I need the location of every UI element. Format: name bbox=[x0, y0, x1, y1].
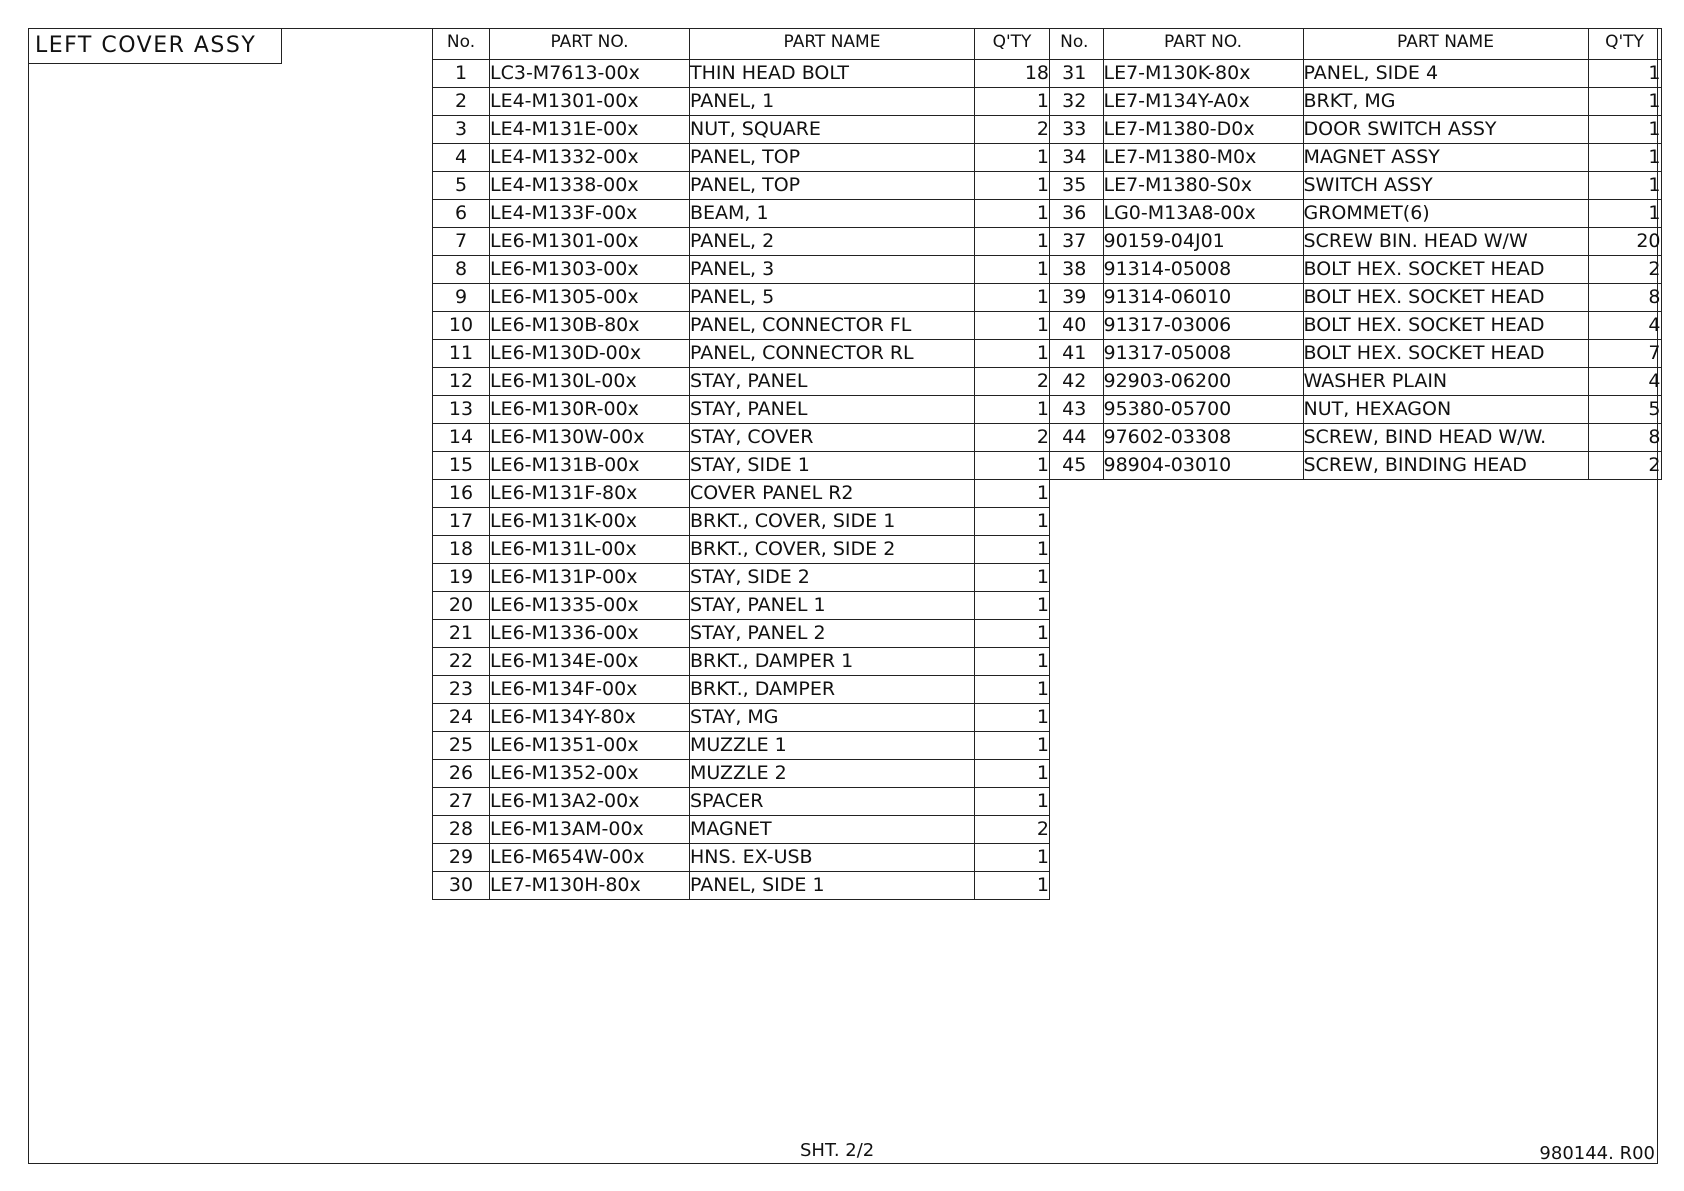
item-number: 14 bbox=[433, 424, 490, 452]
part-name: STAY, MG bbox=[690, 704, 975, 732]
item-number: 26 bbox=[433, 760, 490, 788]
item-number: 4 bbox=[433, 144, 490, 172]
table-row bbox=[1046, 88, 1661, 116]
item-number: 13 bbox=[433, 396, 490, 424]
part-name: SCREW, BINDING HEAD bbox=[1303, 452, 1588, 480]
table-row bbox=[433, 172, 1050, 200]
part-name: BEAM, 1 bbox=[690, 200, 975, 228]
parts-table-left bbox=[432, 28, 1050, 900]
table-row bbox=[1046, 172, 1661, 200]
table-row bbox=[1046, 256, 1661, 284]
part-number: LE4-M133F-00x bbox=[490, 200, 690, 228]
table-row bbox=[433, 872, 1050, 900]
table-row bbox=[433, 564, 1050, 592]
part-name: NUT, SQUARE bbox=[690, 116, 975, 144]
part-number: LE6-M130L-00x bbox=[490, 368, 690, 396]
quantity: 1 bbox=[975, 228, 1050, 256]
table-row bbox=[433, 536, 1050, 564]
quantity: 1 bbox=[975, 620, 1050, 648]
item-number: 45 bbox=[1046, 452, 1103, 480]
item-number: 41 bbox=[1046, 340, 1103, 368]
item-number: 31 bbox=[1046, 60, 1103, 88]
quantity: 2 bbox=[975, 116, 1050, 144]
part-name: PANEL, CONNECTOR FL bbox=[690, 312, 975, 340]
part-name: PANEL, CONNECTOR RL bbox=[690, 340, 975, 368]
quantity: 1 bbox=[1588, 60, 1661, 88]
part-name: STAY, PANEL bbox=[690, 368, 975, 396]
table-row bbox=[433, 816, 1050, 844]
item-number: 10 bbox=[433, 312, 490, 340]
part-number: LE6-M134E-00x bbox=[490, 648, 690, 676]
quantity: 4 bbox=[1588, 312, 1661, 340]
table-row bbox=[1046, 340, 1661, 368]
item-number: 15 bbox=[433, 452, 490, 480]
item-number: 9 bbox=[433, 284, 490, 312]
quantity: 1 bbox=[1588, 88, 1661, 116]
part-number: LE6-M1305-00x bbox=[490, 284, 690, 312]
quantity: 2 bbox=[975, 424, 1050, 452]
quantity: 1 bbox=[975, 452, 1050, 480]
part-name: STAY, PANEL 1 bbox=[690, 592, 975, 620]
table-row bbox=[433, 144, 1050, 172]
part-name: MUZZLE 1 bbox=[690, 732, 975, 760]
table-row bbox=[433, 424, 1050, 452]
part-number: 91317-03006 bbox=[1103, 312, 1303, 340]
quantity: 8 bbox=[1588, 284, 1661, 312]
table-row bbox=[433, 620, 1050, 648]
part-number: 90159-04J01 bbox=[1103, 228, 1303, 256]
part-number: LE7-M134Y-A0x bbox=[1103, 88, 1303, 116]
quantity: 1 bbox=[975, 508, 1050, 536]
part-number: LE6-M1352-00x bbox=[490, 760, 690, 788]
item-number: 38 bbox=[1046, 256, 1103, 284]
item-number: 39 bbox=[1046, 284, 1103, 312]
header-qty: Q'TY bbox=[975, 29, 1050, 56]
part-name: STAY, COVER bbox=[690, 424, 975, 452]
item-number: 37 bbox=[1046, 228, 1103, 256]
quantity: 1 bbox=[975, 396, 1050, 424]
quantity: 1 bbox=[975, 788, 1050, 816]
table-row bbox=[1046, 116, 1661, 144]
part-number: LE6-M130R-00x bbox=[490, 396, 690, 424]
part-name: MUZZLE 2 bbox=[690, 760, 975, 788]
item-number: 33 bbox=[1046, 116, 1103, 144]
item-number: 23 bbox=[433, 676, 490, 704]
table-row bbox=[433, 60, 1050, 88]
quantity: 1 bbox=[975, 480, 1050, 508]
item-number: 34 bbox=[1046, 144, 1103, 172]
item-number: 22 bbox=[433, 648, 490, 676]
quantity: 1 bbox=[1588, 116, 1661, 144]
table-row bbox=[1046, 368, 1661, 396]
table-row bbox=[433, 116, 1050, 144]
part-name: PANEL, 1 bbox=[690, 88, 975, 116]
table-row bbox=[433, 452, 1050, 480]
quantity: 1 bbox=[975, 704, 1050, 732]
item-number: 42 bbox=[1046, 368, 1103, 396]
part-number: 97602-03308 bbox=[1103, 424, 1303, 452]
part-name: BRKT, MG bbox=[1303, 88, 1588, 116]
part-number: LE6-M13A2-00x bbox=[490, 788, 690, 816]
item-number: 40 bbox=[1046, 312, 1103, 340]
header-no: No. bbox=[1046, 29, 1103, 56]
header-part-name: PART NAME bbox=[1303, 29, 1588, 56]
item-number: 11 bbox=[433, 340, 490, 368]
part-number: LE4-M1332-00x bbox=[490, 144, 690, 172]
part-number: LE6-M131B-00x bbox=[490, 452, 690, 480]
item-number: 5 bbox=[433, 172, 490, 200]
quantity: 1 bbox=[975, 844, 1050, 872]
quantity: 8 bbox=[1588, 424, 1661, 452]
part-number: LE4-M1301-00x bbox=[490, 88, 690, 116]
part-number: 98904-03010 bbox=[1103, 452, 1303, 480]
part-number: LE4-M131E-00x bbox=[490, 116, 690, 144]
quantity: 1 bbox=[975, 760, 1050, 788]
quantity: 1 bbox=[975, 312, 1050, 340]
header-part-no: PART NO. bbox=[1103, 29, 1303, 56]
table-row bbox=[433, 396, 1050, 424]
header-no: No. bbox=[433, 29, 490, 56]
part-number: LE6-M131F-80x bbox=[490, 480, 690, 508]
table-row bbox=[1046, 396, 1661, 424]
part-name: PANEL, 5 bbox=[690, 284, 975, 312]
part-number: LE6-M131K-00x bbox=[490, 508, 690, 536]
part-name: BRKT., DAMPER bbox=[690, 676, 975, 704]
part-number: LE6-M134F-00x bbox=[490, 676, 690, 704]
part-name: BOLT HEX. SOCKET HEAD bbox=[1303, 284, 1588, 312]
quantity: 2 bbox=[1588, 256, 1661, 284]
page-title: LEFT COVER ASSY bbox=[28, 28, 282, 64]
quantity: 1 bbox=[975, 872, 1050, 900]
item-number: 8 bbox=[433, 256, 490, 284]
item-number: 44 bbox=[1046, 424, 1103, 452]
item-number: 2 bbox=[433, 88, 490, 116]
table-row bbox=[1046, 228, 1661, 256]
table-row bbox=[1046, 200, 1661, 228]
header-qty: Q'TY bbox=[1588, 29, 1661, 56]
item-number: 28 bbox=[433, 816, 490, 844]
table-row bbox=[433, 648, 1050, 676]
part-name: DOOR SWITCH ASSY bbox=[1303, 116, 1588, 144]
table-row bbox=[433, 88, 1050, 116]
item-number: 24 bbox=[433, 704, 490, 732]
part-number: LE7-M1380-D0x bbox=[1103, 116, 1303, 144]
part-number: 92903-06200 bbox=[1103, 368, 1303, 396]
part-number: 91314-06010 bbox=[1103, 284, 1303, 312]
item-number: 18 bbox=[433, 536, 490, 564]
quantity: 1 bbox=[975, 256, 1050, 284]
part-name: BRKT., COVER, SIDE 2 bbox=[690, 536, 975, 564]
table-row bbox=[433, 844, 1050, 872]
quantity: 4 bbox=[1588, 368, 1661, 396]
table-row bbox=[433, 788, 1050, 816]
item-number: 25 bbox=[433, 732, 490, 760]
part-name: COVER PANEL R2 bbox=[690, 480, 975, 508]
part-name: STAY, PANEL 2 bbox=[690, 620, 975, 648]
item-number: 43 bbox=[1046, 396, 1103, 424]
part-name: SCREW, BIND HEAD W/W. bbox=[1303, 424, 1588, 452]
quantity: 18 bbox=[975, 60, 1050, 88]
table-row bbox=[1046, 60, 1661, 88]
table-row bbox=[1046, 424, 1661, 452]
part-name: STAY, SIDE 1 bbox=[690, 452, 975, 480]
part-number: LE6-M1336-00x bbox=[490, 620, 690, 648]
quantity: 1 bbox=[975, 592, 1050, 620]
part-name: PANEL, TOP bbox=[690, 172, 975, 200]
quantity: 1 bbox=[975, 284, 1050, 312]
item-number: 7 bbox=[433, 228, 490, 256]
part-number: LE6-M134Y-80x bbox=[490, 704, 690, 732]
item-number: 27 bbox=[433, 788, 490, 816]
item-number: 19 bbox=[433, 564, 490, 592]
part-name: NUT, HEXAGON bbox=[1303, 396, 1588, 424]
header-part-name: PART NAME bbox=[690, 29, 975, 56]
part-number: LG0-M13A8-00x bbox=[1103, 200, 1303, 228]
quantity: 1 bbox=[975, 648, 1050, 676]
header-part-no: PART NO. bbox=[490, 29, 690, 56]
quantity: 1 bbox=[975, 88, 1050, 116]
table-row bbox=[433, 200, 1050, 228]
parts-table-right bbox=[1046, 28, 1662, 480]
part-name: THIN HEAD BOLT bbox=[690, 60, 975, 88]
quantity: 2 bbox=[1588, 452, 1661, 480]
part-name: PANEL, 3 bbox=[690, 256, 975, 284]
part-name: MAGNET ASSY bbox=[1303, 144, 1588, 172]
part-name: PANEL, 2 bbox=[690, 228, 975, 256]
table-row bbox=[433, 508, 1050, 536]
part-number: LE4-M1338-00x bbox=[490, 172, 690, 200]
part-number: LE6-M130W-00x bbox=[490, 424, 690, 452]
table-row bbox=[433, 676, 1050, 704]
table-row bbox=[433, 704, 1050, 732]
item-number: 16 bbox=[433, 480, 490, 508]
part-name: GROMMET(6) bbox=[1303, 200, 1588, 228]
quantity: 5 bbox=[1588, 396, 1661, 424]
table-row bbox=[433, 284, 1050, 312]
part-name: BOLT HEX. SOCKET HEAD bbox=[1303, 312, 1588, 340]
table-row bbox=[433, 368, 1050, 396]
part-number: LE6-M1303-00x bbox=[490, 256, 690, 284]
part-name: PANEL, TOP bbox=[690, 144, 975, 172]
item-number: 12 bbox=[433, 368, 490, 396]
part-name: MAGNET bbox=[690, 816, 975, 844]
quantity: 1 bbox=[975, 564, 1050, 592]
item-number: 20 bbox=[433, 592, 490, 620]
table-row bbox=[433, 256, 1050, 284]
item-number: 36 bbox=[1046, 200, 1103, 228]
part-name: STAY, PANEL bbox=[690, 396, 975, 424]
quantity: 1 bbox=[1588, 200, 1661, 228]
quantity: 20 bbox=[1588, 228, 1661, 256]
quantity: 1 bbox=[975, 732, 1050, 760]
part-name: STAY, SIDE 2 bbox=[690, 564, 975, 592]
item-number: 29 bbox=[433, 844, 490, 872]
part-number: LE6-M654W-00x bbox=[490, 844, 690, 872]
part-number: LE6-M1351-00x bbox=[490, 732, 690, 760]
part-name: BOLT HEX. SOCKET HEAD bbox=[1303, 256, 1588, 284]
part-number: LE6-M1301-00x bbox=[490, 228, 690, 256]
item-number: 21 bbox=[433, 620, 490, 648]
part-number: LE7-M130K-80x bbox=[1103, 60, 1303, 88]
part-name: BRKT., DAMPER 1 bbox=[690, 648, 975, 676]
part-number: LC3-M7613-00x bbox=[490, 60, 690, 88]
part-number: LE6-M131P-00x bbox=[490, 564, 690, 592]
table-row bbox=[433, 480, 1050, 508]
table-row bbox=[433, 760, 1050, 788]
part-number: LE7-M1380-S0x bbox=[1103, 172, 1303, 200]
item-number: 17 bbox=[433, 508, 490, 536]
part-number: LE6-M130D-00x bbox=[490, 340, 690, 368]
quantity: 1 bbox=[975, 172, 1050, 200]
table-row bbox=[1046, 452, 1661, 480]
part-number: LE6-M130B-80x bbox=[490, 312, 690, 340]
part-name: SWITCH ASSY bbox=[1303, 172, 1588, 200]
part-number: 95380-05700 bbox=[1103, 396, 1303, 424]
quantity: 2 bbox=[975, 816, 1050, 844]
part-name: WASHER PLAIN bbox=[1303, 368, 1588, 396]
quantity: 1 bbox=[975, 536, 1050, 564]
part-name: BOLT HEX. SOCKET HEAD bbox=[1303, 340, 1588, 368]
table-row bbox=[433, 312, 1050, 340]
item-number: 30 bbox=[433, 872, 490, 900]
part-number: 91317-05008 bbox=[1103, 340, 1303, 368]
part-name: PANEL, SIDE 1 bbox=[690, 872, 975, 900]
quantity: 1 bbox=[975, 200, 1050, 228]
part-number: LE7-M1380-M0x bbox=[1103, 144, 1303, 172]
part-number: LE7-M130H-80x bbox=[490, 872, 690, 900]
part-name: SPACER bbox=[690, 788, 975, 816]
part-number: LE6-M13AM-00x bbox=[490, 816, 690, 844]
item-number: 32 bbox=[1046, 88, 1103, 116]
quantity: 1 bbox=[975, 340, 1050, 368]
table-row bbox=[433, 228, 1050, 256]
part-name: HNS. EX-USB bbox=[690, 844, 975, 872]
quantity: 1 bbox=[1588, 172, 1661, 200]
table-row bbox=[433, 340, 1050, 368]
part-number: LE6-M1335-00x bbox=[490, 592, 690, 620]
item-number: 35 bbox=[1046, 172, 1103, 200]
item-number: 3 bbox=[433, 116, 490, 144]
part-number: 91314-05008 bbox=[1103, 256, 1303, 284]
part-name: SCREW BIN. HEAD W/W bbox=[1303, 228, 1588, 256]
item-number: 1 bbox=[433, 60, 490, 88]
table-row bbox=[1046, 312, 1661, 340]
table-row bbox=[1046, 284, 1661, 312]
part-number: LE6-M131L-00x bbox=[490, 536, 690, 564]
document-number: 980144. R00 bbox=[1539, 1143, 1655, 1164]
part-name: PANEL, SIDE 4 bbox=[1303, 60, 1588, 88]
quantity: 2 bbox=[975, 368, 1050, 396]
table-row bbox=[433, 592, 1050, 620]
part-name: BRKT., COVER, SIDE 1 bbox=[690, 508, 975, 536]
table-row bbox=[433, 732, 1050, 760]
quantity: 1 bbox=[1588, 144, 1661, 172]
quantity: 7 bbox=[1588, 340, 1661, 368]
table-row bbox=[1046, 144, 1661, 172]
quantity: 1 bbox=[975, 676, 1050, 704]
sheet-number: SHT. 2/2 bbox=[800, 1140, 875, 1161]
quantity: 1 bbox=[975, 144, 1050, 172]
item-number: 6 bbox=[433, 200, 490, 228]
